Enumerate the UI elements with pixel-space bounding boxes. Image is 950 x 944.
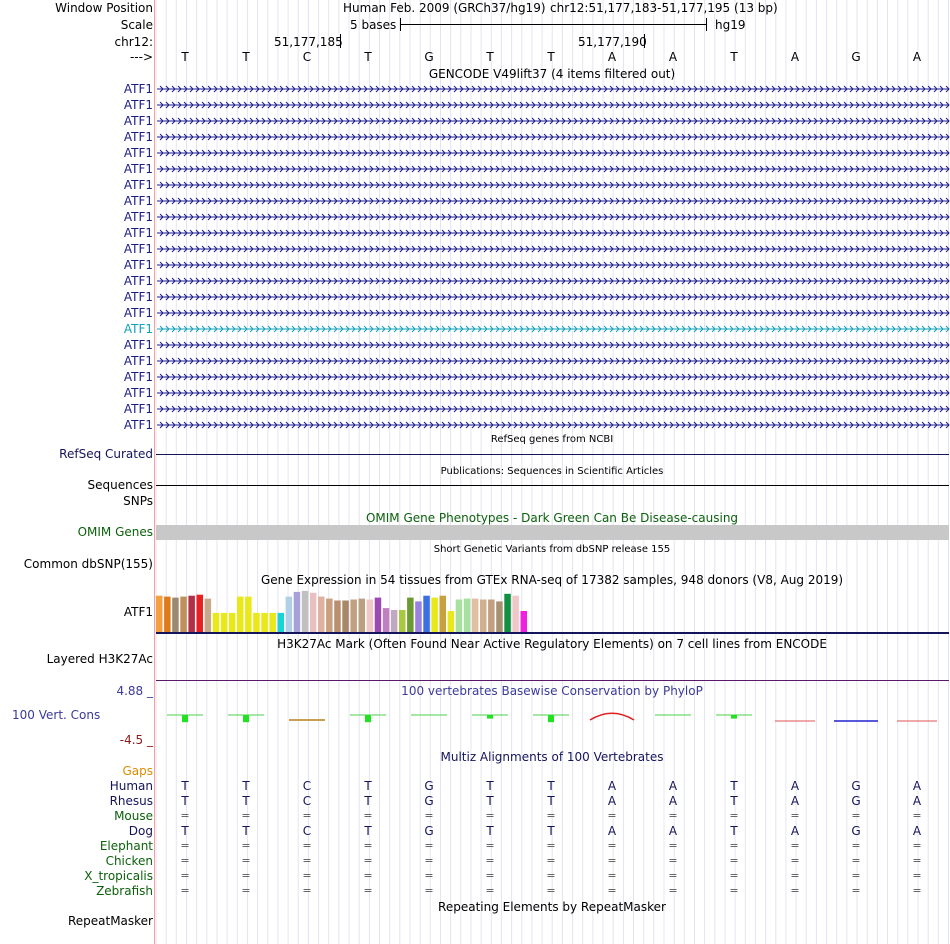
publications-label[interactable]: Sequences [87,478,153,492]
gencode-gene-label[interactable]: ATF1 [123,162,153,176]
multiz-base: = [241,809,251,822]
multiz-base: = [912,884,922,897]
multiz-species-label[interactable]: Elephant [99,839,153,853]
multiz-base: G [424,794,434,808]
phylop-label[interactable]: 100 Vert. Cons [12,708,101,722]
multiz-base: T [486,824,494,838]
window-position-label: Window Position [55,1,153,15]
multiz-base: = [424,869,434,882]
chrom-label: chr12: [114,35,153,49]
multiz-base: = [607,809,617,822]
multiz-base: = [851,839,861,852]
multiz-base: A [668,779,678,793]
multiz-base: T [181,779,189,793]
gaps-label[interactable]: Gaps [122,764,153,778]
multiz-base: = [790,854,800,867]
gencode-gene-label[interactable]: ATF1 [123,370,153,384]
reference-base: A [912,50,922,64]
multiz-base: = [424,884,434,897]
multiz-base: = [241,884,251,897]
gencode-gene-label[interactable]: ATF1 [123,338,153,352]
multiz-base: = [546,854,556,867]
multiz-base: = [363,884,373,897]
multiz-species-label[interactable]: X_tropicalis [84,869,153,883]
multiz-base: = [729,884,739,897]
gencode-gene-label[interactable]: ATF1 [123,290,153,304]
multiz-base: = [363,839,373,852]
multiz-base: T [181,824,189,838]
multiz-base: = [363,869,373,882]
omim-label[interactable]: OMIM Genes [77,525,153,539]
multiz-base: A [912,779,922,793]
multiz-base: = [607,869,617,882]
coord-right: 51,177,190 [578,35,647,49]
gtex-label[interactable]: ATF1 [123,605,153,619]
multiz-base: = [302,839,312,852]
scale-label: Scale [120,18,153,32]
gencode-gene-label[interactable]: ATF1 [123,418,153,432]
reference-base: T [181,50,189,64]
phylop-value[interactable] [533,715,569,722]
multiz-base: A [607,794,617,808]
multiz-base: A [790,779,800,793]
multiz-base: = [424,854,434,867]
publications-title[interactable]: Publications: Sequences in Scientific Articles [440,466,664,477]
gencode-gene-label[interactable]: ATF1 [123,98,153,112]
multiz-base: = [729,809,739,822]
gencode-gene-label[interactable]: ATF1 [123,130,153,144]
multiz-base: = [729,854,739,867]
dbsnp-label[interactable]: Common dbSNP(155) [23,557,153,571]
multiz-base: = [363,854,373,867]
reference-base: A [790,50,800,64]
multiz-base: = [180,869,190,882]
multiz-base: = [729,869,739,882]
multiz-base: = [180,809,190,822]
gencode-gene-label[interactable]: ATF1 [123,114,153,128]
reference-base: T [364,50,372,64]
multiz-base: = [912,869,922,882]
refseq-title[interactable]: RefSeq genes from NCBI [490,434,614,445]
multiz-base: = [607,884,617,897]
multiz-base: = [668,869,678,882]
multiz-base: T [242,794,250,808]
gencode-gene-label[interactable]: ATF1 [123,322,153,336]
multiz-base: G [424,779,434,793]
multiz-base: = [851,809,861,822]
gencode-gene-label[interactable]: ATF1 [123,194,153,208]
multiz-base: = [668,854,678,867]
multiz-base: T [730,779,738,793]
phylop-value[interactable] [167,715,203,722]
multiz-base: = [546,869,556,882]
multiz-base: = [180,839,190,852]
multiz-base: T [730,824,738,838]
reference-base: A [607,50,617,64]
coord-left: 51,177,185 [274,35,343,49]
multiz-base: = [912,854,922,867]
phylop-max-label: 4.88 _ [116,684,153,698]
gencode-title[interactable]: GENCODE V49lift37 (4 items filtered out) [428,67,676,81]
multiz-base: = [851,869,861,882]
gencode-gene-label[interactable]: ATF1 [123,210,153,224]
refseq-label[interactable]: RefSeq Curated [59,447,153,461]
multiz-base: = [363,809,373,822]
omim-title[interactable]: OMIM Gene Phenotypes - Dark Green Can Be Disease-causing [365,511,739,525]
scale-value: 5 bases [350,18,397,32]
multiz-title[interactable]: Multiz Alignments of 100 Vertebrates [440,750,664,764]
reference-base: T [730,50,738,64]
multiz-base: = [302,854,312,867]
multiz-base: = [302,869,312,882]
multiz-base: T [486,779,494,793]
reference-base: A [668,50,678,64]
multiz-base: T [364,824,372,838]
multiz-base: = [241,869,251,882]
multiz-base: = [241,854,251,867]
multiz-base: C [302,779,312,793]
multiz-base: = [485,869,495,882]
multiz-base: A [790,794,800,808]
multiz-base: = [607,854,617,867]
multiz-base: C [302,824,312,838]
multiz-base: T [547,794,555,808]
gencode-gene-label[interactable]: ATF1 [123,258,153,272]
reference-base: T [486,50,494,64]
multiz-species-label[interactable]: Zebrafish [96,884,153,898]
multiz-base: = [546,884,556,897]
multiz-base: T [364,794,372,808]
multiz-base: = [668,809,678,822]
multiz-base: = [302,884,312,897]
multiz-base: = [790,884,800,897]
phylop-value[interactable] [590,713,634,720]
multiz-base: A [607,824,617,838]
strand-label: ---> [129,50,153,64]
multiz-base: = [180,854,190,867]
h3k27ac-title[interactable]: H3K27Ac Mark (Often Found Near Active Regulatory Elements) on 7 cell lines from ENCODE [277,637,827,651]
multiz-base: T [547,824,555,838]
gencode-gene-label[interactable]: ATF1 [123,354,153,368]
gencode-gene-label[interactable]: ATF1 [123,82,153,96]
reference-base: T [547,50,555,64]
gencode-gene-label[interactable]: ATF1 [123,274,153,288]
multiz-base: = [912,839,922,852]
reference-base: G [424,50,434,64]
multiz-base: = [180,884,190,897]
reference-base: G [851,50,861,64]
gencode-gene-label[interactable]: ATF1 [123,226,153,240]
multiz-base: A [668,794,678,808]
assembly-name: Human Feb. 2009 (GRCh37/hg19) [343,1,546,15]
gencode-gene-label[interactable]: ATF1 [123,306,153,320]
multiz-base: G [851,824,861,838]
gencode-gene-label[interactable]: ATF1 [123,402,153,416]
multiz-base: T [181,794,189,808]
gencode-gene-label[interactable]: ATF1 [123,242,153,256]
multiz-base: = [851,884,861,897]
multiz-base: = [607,839,617,852]
snps-label[interactable]: SNPs [123,494,153,508]
dbsnp-title[interactable]: Short Genetic Variants from dbSNP release 155 [433,544,671,555]
multiz-base: = [546,809,556,822]
multiz-species-label[interactable]: Rhesus [109,794,153,808]
phylop-value[interactable] [350,715,386,722]
reference-base: C [302,50,312,64]
multiz-base: = [485,884,495,897]
multiz-base: T [242,779,250,793]
multiz-base: = [546,839,556,852]
multiz-base: A [607,779,617,793]
phylop-value[interactable] [472,715,508,719]
repeatmasker-title[interactable]: Repeating Elements by RepeatMasker [438,900,666,914]
multiz-base: = [851,854,861,867]
multiz-base: = [302,809,312,822]
multiz-base: A [668,824,678,838]
multiz-base: = [912,809,922,822]
multiz-species-label[interactable]: Dog [128,824,153,838]
multiz-base: C [302,794,312,808]
multiz-species-label[interactable]: Mouse [114,809,153,823]
position-range[interactable]: chr12:51,177,183-51,177,195 (13 bp) [550,1,778,15]
h3k27ac-label[interactable]: Layered H3K27Ac [46,652,153,666]
scale-assembly: hg19 [715,18,746,32]
multiz-base: A [912,824,922,838]
multiz-base: = [485,854,495,867]
multiz-base: G [424,824,434,838]
multiz-base: = [729,839,739,852]
reference-base: T [242,50,250,64]
phylop-value[interactable] [228,715,264,722]
multiz-base: = [424,839,434,852]
multiz-base: A [912,794,922,808]
multiz-base: = [790,839,800,852]
multiz-base: T [486,794,494,808]
phylop-value[interactable] [716,715,752,719]
repeatmasker-label[interactable]: RepeatMasker [67,914,153,928]
multiz-species-label[interactable]: Human [109,779,153,793]
multiz-base: = [485,809,495,822]
multiz-base: G [851,794,861,808]
multiz-species-label[interactable]: Chicken [105,854,153,868]
multiz-base: = [668,884,678,897]
phylop-title[interactable]: 100 vertebrates Basewise Conservation by PhyloP [401,684,703,698]
multiz-base: T [364,779,372,793]
multiz-base: A [790,824,800,838]
gencode-gene-label[interactable]: ATF1 [123,146,153,160]
multiz-base: T [242,824,250,838]
multiz-base: T [730,794,738,808]
multiz-base: = [790,869,800,882]
phylop-min-label: -4.5 _ [119,733,153,747]
gencode-gene-label[interactable]: ATF1 [123,386,153,400]
multiz-base: = [424,809,434,822]
multiz-base: = [790,809,800,822]
multiz-base: T [547,779,555,793]
multiz-base: G [851,779,861,793]
gtex-title[interactable]: Gene Expression in 54 tissues from GTEx RNA-seq of 17382 samples, 948 donors (V8, Aug 2019) [260,573,844,587]
multiz-base: = [241,839,251,852]
multiz-base: = [485,839,495,852]
multiz-base: = [668,839,678,852]
gencode-gene-label[interactable]: ATF1 [123,178,153,192]
